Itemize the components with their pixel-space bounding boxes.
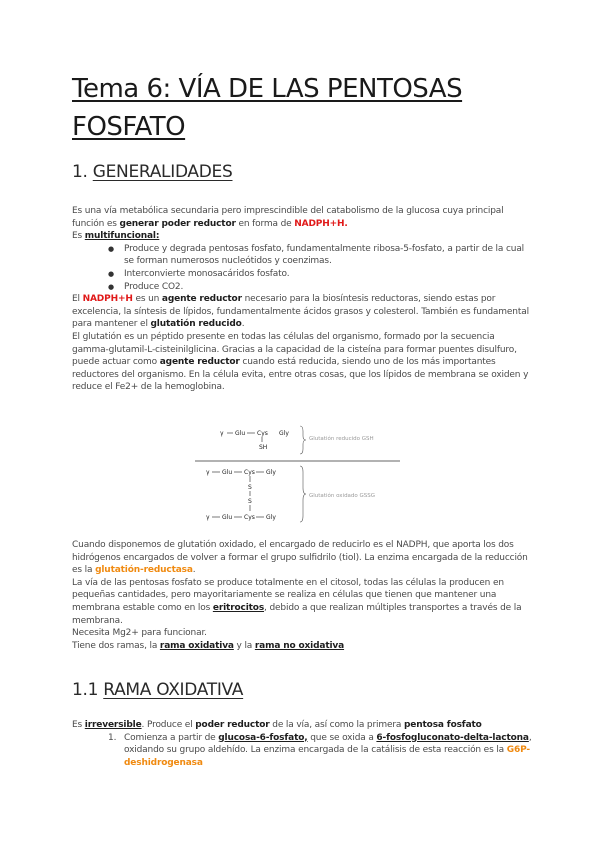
bold-underline-text: eritrocitos [212, 602, 265, 613]
gly-label: Gly [279, 430, 289, 437]
bold-underline-text: 6-fosfogluconato-delta-lactona [376, 732, 529, 743]
text: El [72, 294, 83, 305]
text: Tiene dos ramas, la [72, 640, 160, 651]
bold-text: poder reductor [195, 720, 270, 730]
text: necesario para la biosíntesis reductoras, siendo estas por excelencia, la síntesis de lípidos, fundamentalmente ácidos grasos y colesterol. También es fundamental para mantener el [72, 294, 529, 330]
bold-underline-text: irreversible [84, 720, 142, 730]
gssg-label: Glutatión oxidado GSSG [309, 493, 376, 499]
glutathione-diagram [190, 420, 420, 530]
highlight-text: NADPH+H. [294, 218, 348, 229]
gamma-label: γ [206, 469, 210, 476]
title-line-1: Tema 6: VÍA DE LAS PENTOSAS [72, 74, 463, 104]
text: y la [233, 640, 255, 651]
section-body-rama-oxidativa [72, 719, 532, 769]
bold-underline-text: glucosa-6-fosfato, [218, 732, 308, 743]
glu-label: Glu [222, 514, 233, 521]
gamma-label: γ [206, 514, 210, 521]
text: Es una vía metabólica secundaria pero imprescindible del catabolismo de la glucosa cuya principal función es [72, 206, 504, 229]
section-number: 1. [72, 162, 88, 182]
highlight-text: glutatión-reductasa [95, 565, 193, 576]
text: en forma de [235, 218, 295, 229]
text: , debido a que realizan múltiples transportes a través de la membrana. [72, 602, 522, 626]
cys-label: Cys [244, 469, 255, 476]
paragraph [72, 719, 532, 732]
text: cuando está reducida, siendo uno de los más importantes reductores del organismo. En la célula evita, entre otras cosas, que los lípidos de membrana se oxiden y reduce el Fe2+ de la hemoglobina. [72, 357, 529, 393]
paragraph [72, 577, 532, 627]
text: El glutatión es un péptido presente en todas las células del organismo, formado por la secuencia gamma-glutamil-L-cisteinilglicina. Gracias a la capacidad de la cisteína para formar puentes disulfuro, puede actuar como [72, 331, 517, 368]
text: . [241, 319, 245, 330]
section-body-continued [72, 539, 532, 652]
glu-label: Glu [222, 469, 233, 476]
numbered-list [72, 732, 532, 770]
list-item [108, 732, 532, 770]
bold-underline-text: rama oxidativa [159, 640, 234, 651]
cys-label: Cys [257, 430, 268, 437]
bold-text: glutatión reducido [150, 319, 242, 330]
paragraph [72, 293, 532, 331]
text: Cuando disponemos de glutatión oxidado, el encargado de reducirlo es el NADPH, que aporta los dos hidrógenos encargados de volver a formar el grupo sulfidrilo (tiol). La enzima encargada de la reducción es la [72, 540, 528, 576]
gamma-label: γ [220, 430, 224, 437]
list-number: 1. [108, 732, 117, 743]
bullet-list [72, 243, 532, 293]
sulfur-label: S [248, 498, 252, 505]
text: . Produce el [141, 720, 196, 730]
bold-text: agente reductor [159, 357, 240, 368]
paragraph [72, 205, 532, 230]
text: Es [72, 231, 85, 242]
text: de la vía, así como la primera [269, 720, 404, 730]
bold-text: agente reductor [161, 294, 242, 305]
cys-label: Cys [244, 514, 255, 521]
text: es un [132, 294, 162, 305]
glu-label: Glu [235, 430, 246, 437]
brace-reduced [300, 426, 306, 454]
section-title: RAMA OXIDATIVA [103, 680, 244, 700]
bold-underline-text: rama no oxidativa [254, 640, 345, 651]
gsh-label: Glutatión reducido GSH [309, 436, 374, 442]
highlight-text: G6P-deshidrogenasa [124, 745, 530, 768]
section-heading-rama-oxidativa [72, 680, 243, 700]
sh-label: SH [259, 444, 268, 451]
sulfur-label: S [248, 484, 252, 491]
list-item: ● Interconvierte monosacáridos fosfato. [108, 268, 532, 281]
paragraph [72, 331, 532, 394]
section-heading-generalidades [72, 162, 233, 182]
paragraph: Necesita Mg2+ para funcionar. [72, 628, 207, 639]
text: Comienza a partir de [124, 732, 219, 743]
text: que se oxida a [307, 732, 377, 743]
text: , oxidando su grupo aldehído. La enzima encargada de la catálisis de esta reacción es la [124, 732, 532, 756]
text: La vía de las pentosas fosfato se produce totalmente en el citosol, todas las células la producen en pequeñas cantidades, pero mayoritariamente se realiza en células que tienen que mantener una membrana estable como en los [72, 577, 504, 613]
list-item: ● Produce CO2. [108, 281, 532, 294]
page-title [72, 70, 542, 146]
gly-label: Gly [266, 514, 276, 521]
title-line-2: FOSFATO [72, 112, 186, 142]
brace-oxidized [300, 466, 306, 522]
section-number: 1.1 [72, 680, 99, 700]
text: . [192, 565, 196, 576]
bold-text: pentosa fosfato [404, 720, 482, 730]
text: Es [72, 720, 85, 730]
bold-underline-text: multifuncional: [84, 231, 160, 242]
paragraph [72, 640, 532, 653]
paragraph [72, 539, 532, 577]
paragraph [72, 230, 532, 243]
list-item: ● Produce y degrada pentosas fosfato, fundamentalmente ribosa-5-fosfato, a partir de la cual se forman numerosos nucleótidos y coenzimas. [108, 243, 532, 268]
highlight-text: NADPH+H [82, 294, 133, 305]
gly-label: Gly [266, 469, 276, 476]
section-body-generalidades [72, 205, 532, 394]
bold-text: generar poder reductor [119, 218, 236, 229]
section-title: GENERALIDADES [92, 162, 233, 182]
